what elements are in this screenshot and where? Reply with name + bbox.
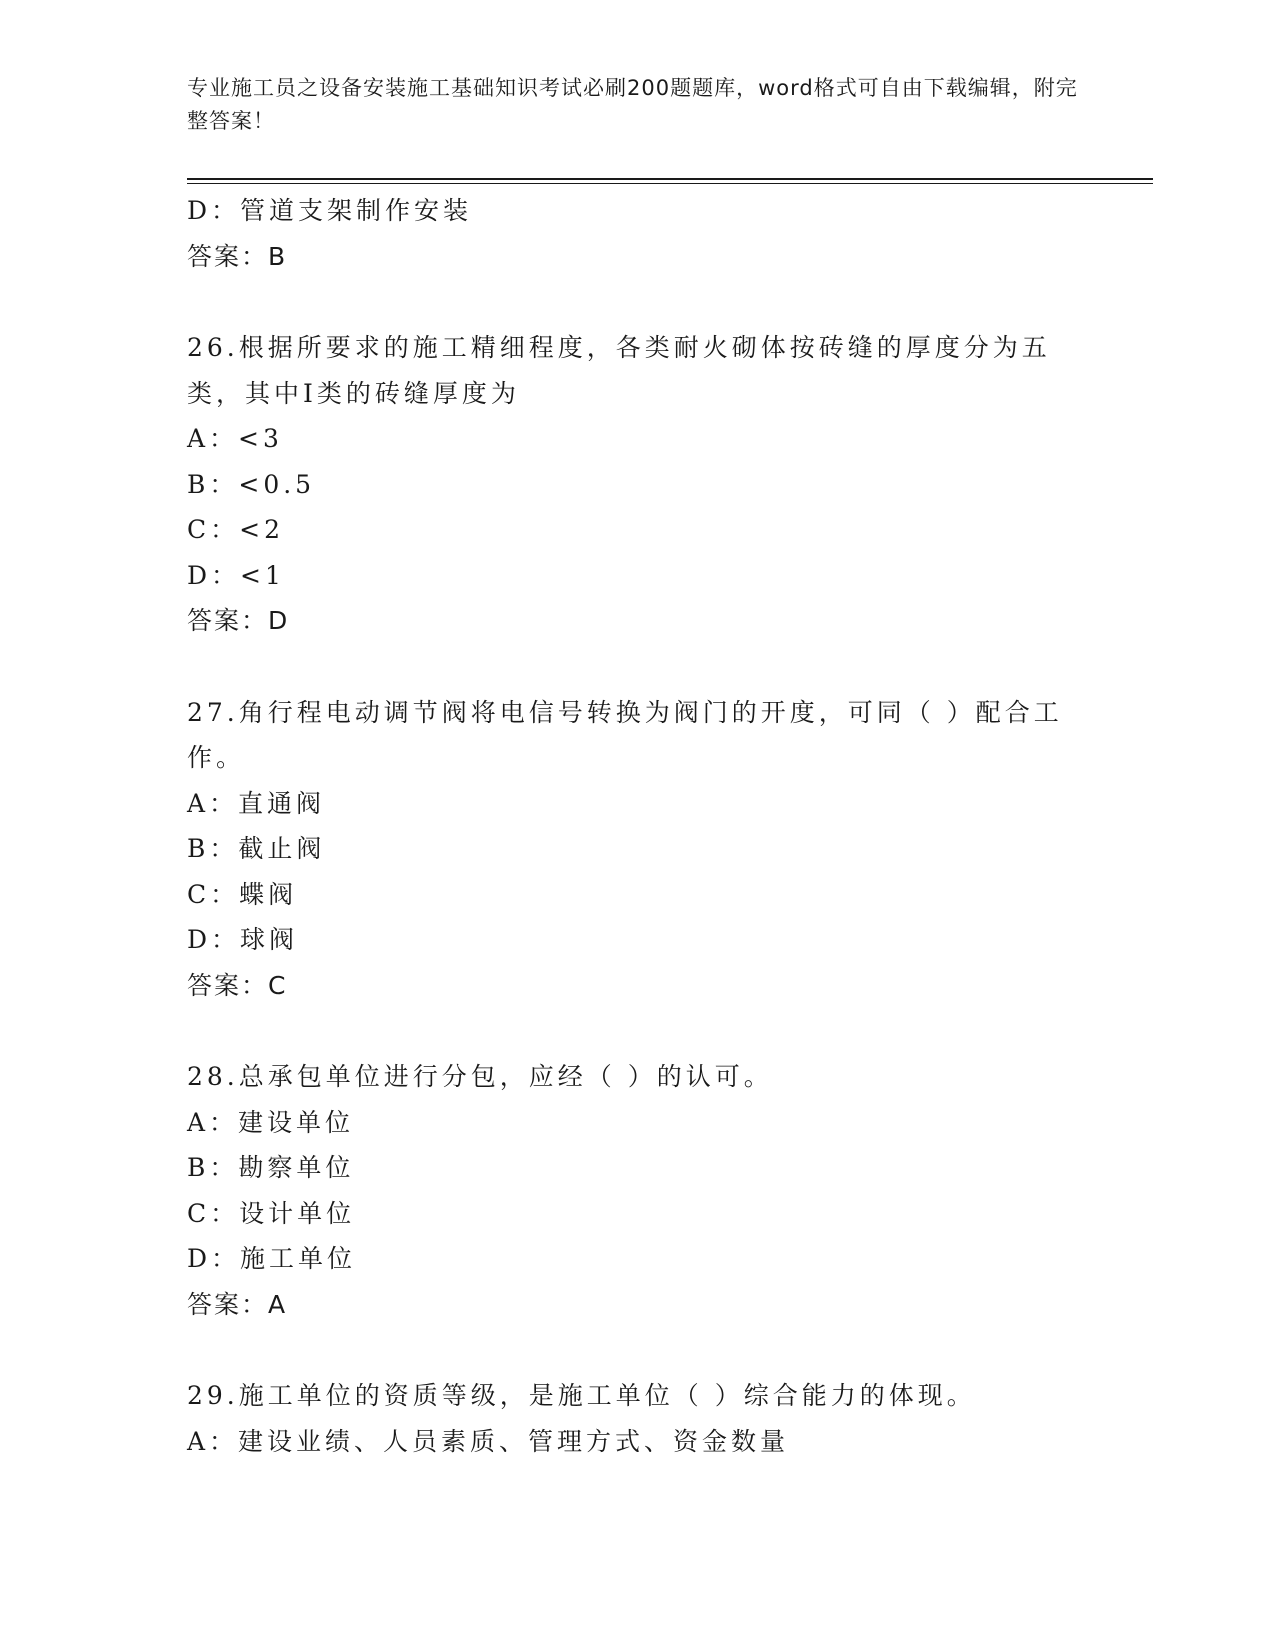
option-c: C：<2 <box>187 515 284 544</box>
question-29 <box>187 1373 1087 1464</box>
option-a: A：建设业绩、人员素质、管理方式、资金数量 <box>187 1426 790 1456</box>
option-d: D：施工单位 <box>187 1244 357 1273</box>
question-stem: 26.根据所要求的施工精细程度，各类耐火砌体按砖缝的厚度分为五类，其中Ⅰ类的砖缝厚度为 <box>187 333 1051 408</box>
question-gap <box>187 644 1087 690</box>
question-gap <box>187 1008 1087 1054</box>
option-a: A：建设单位 <box>187 1107 355 1137</box>
option-b: B：勘察单位 <box>187 1153 355 1182</box>
question-stem: 28.总承包单位进行分包，应经（ ）的认可。 <box>187 1062 773 1091</box>
option-c: C：设计单位 <box>187 1198 356 1228</box>
option-d: D：<1 <box>187 560 285 590</box>
answer: 答案：B <box>187 241 288 271</box>
question-26 <box>187 325 1087 644</box>
header-rule-thin <box>187 183 1153 184</box>
option-b: B：<0.5 <box>187 469 316 499</box>
answer: 答案：C <box>187 970 288 1000</box>
answer: 答案：D <box>187 606 290 635</box>
option-a: A：直通阀 <box>187 788 326 818</box>
document-header: 专业施工员之设备安装施工基础知识考试必刷200题题库，word格式可自由下载编辑，附完整答案！ <box>187 76 1078 133</box>
question-stem: 27.角行程电动调节阀将电信号转换为阀门的开度，可同（ ）配合工作。 <box>187 697 1063 772</box>
option-c: C：蝶阀 <box>187 879 298 909</box>
question-stem: 29.施工单位的资质等级，是施工单位（ ）综合能力的体现。 <box>187 1381 976 1410</box>
option-a: A：<3 <box>187 424 283 453</box>
answer: 答案：A <box>187 1289 288 1319</box>
question-27 <box>187 690 1087 1009</box>
question-gap <box>187 279 1087 325</box>
header-rule-thick <box>187 178 1153 180</box>
question-gap <box>187 1327 1087 1373</box>
option-d: D：球阀 <box>187 925 299 954</box>
question-list <box>187 188 1087 1464</box>
option-b: B：截止阀 <box>187 834 326 863</box>
question-28 <box>187 1054 1087 1327</box>
option-d: D：管道支架制作安装 <box>187 196 473 225</box>
